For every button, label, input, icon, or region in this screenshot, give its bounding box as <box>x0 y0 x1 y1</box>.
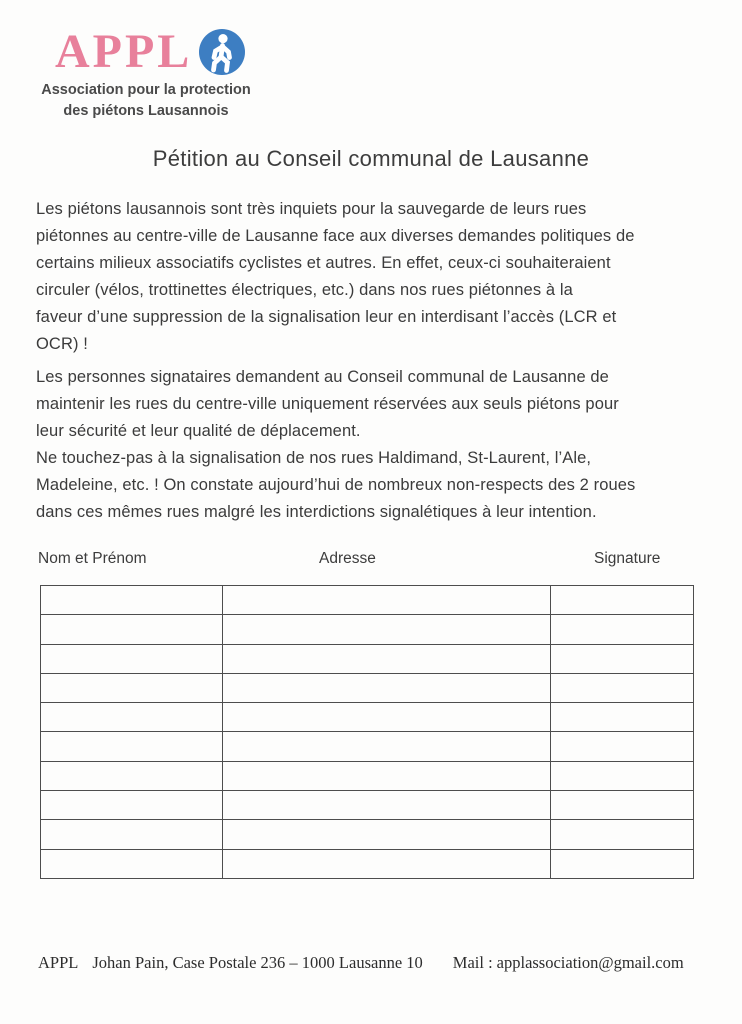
signature-table-body <box>41 586 694 879</box>
cell-adresse <box>223 586 551 615</box>
paragraph-line: leur sécurité et leur qualité de déplacement. <box>36 422 361 440</box>
paragraph-line: Ne touchez-pas à la signalisation de nos rues Haldimand, St-Laurent, l’Ale, <box>36 449 592 467</box>
cell-signature <box>551 732 694 761</box>
cell-adresse <box>223 849 551 878</box>
association-subtitle-line2: des piétons Lausannois <box>63 103 229 119</box>
paragraph-line: piétonnes au centre-ville de Lausanne face aux diverses demandes politiques de <box>36 227 635 245</box>
cell-signature <box>551 615 694 644</box>
signature-row <box>41 820 694 849</box>
cell-adresse <box>223 615 551 644</box>
cell-signature <box>551 761 694 790</box>
header-nom-et-prenom: Nom et Prénom <box>38 550 147 567</box>
cell-nom-et-prenom <box>41 615 223 644</box>
cell-adresse <box>223 761 551 790</box>
signature-row <box>41 849 694 878</box>
footer-contact-line <box>38 953 722 973</box>
paragraph-line: circuler (vélos, trottinettes électriques, etc.) dans nos rues piétonnes à la <box>36 281 573 299</box>
signature-row <box>41 703 694 732</box>
cell-adresse <box>223 732 551 761</box>
signature-row <box>41 673 694 702</box>
cell-signature <box>551 703 694 732</box>
cell-signature <box>551 820 694 849</box>
paragraph-line: faveur d’une suppression de la signalisation leur en interdisant l’accès (LCR et <box>36 308 617 326</box>
paragraph-line: Madeleine, etc. ! On constate aujourd’hui de nombreux non-respects des 2 roues <box>36 476 636 494</box>
cell-signature <box>551 673 694 702</box>
cell-nom-et-prenom <box>41 586 223 615</box>
footer-mail-label: Mail : <box>452 953 493 972</box>
signature-table-headers <box>38 550 698 572</box>
footer-postal-address: Johan Pain, Case Postale 236 – 1000 Lausanne 10 <box>92 953 423 972</box>
signature-table <box>40 585 694 879</box>
cell-signature <box>551 586 694 615</box>
signature-row <box>41 791 694 820</box>
cell-nom-et-prenom <box>41 761 223 790</box>
cell-nom-et-prenom <box>41 732 223 761</box>
cell-signature <box>551 644 694 673</box>
header-adresse: Adresse <box>319 550 376 567</box>
cell-nom-et-prenom <box>41 703 223 732</box>
cell-nom-et-prenom <box>41 820 223 849</box>
cell-nom-et-prenom <box>41 849 223 878</box>
signature-row <box>41 644 694 673</box>
paragraph-line: OCR) ! <box>36 335 88 353</box>
paragraph-line: maintenir les rues du centre-ville uniquement réservées aux seuls piétons pour <box>36 395 619 413</box>
cell-signature <box>551 849 694 878</box>
cell-nom-et-prenom <box>41 791 223 820</box>
paragraph-demands <box>36 364 714 526</box>
cell-adresse <box>223 644 551 673</box>
footer-org: APPL <box>38 953 79 972</box>
cell-adresse <box>223 791 551 820</box>
appl-logo-text: APPL <box>55 25 193 78</box>
header-signature: Signature <box>594 550 661 567</box>
paragraph-concerns <box>36 196 714 358</box>
paragraph-line: dans ces mêmes rues malgré les interdictions signalétiques à leur intention. <box>36 503 597 521</box>
association-subtitle-line1: Association pour la protection <box>41 82 251 98</box>
cell-nom-et-prenom <box>41 673 223 702</box>
footer-email: applassociation@gmail.com <box>496 953 684 972</box>
signature-row <box>41 732 694 761</box>
paragraph-line: Les personnes signataires demandent au Conseil communal de Lausanne de <box>36 368 609 386</box>
page-title: Pétition au Conseil communal de Lausanne <box>152 146 590 171</box>
cell-signature <box>551 791 694 820</box>
signature-row <box>41 586 694 615</box>
cell-nom-et-prenom <box>41 644 223 673</box>
cell-adresse <box>223 673 551 702</box>
association-subtitle <box>40 80 252 122</box>
paragraph-line: Les piétons lausannois sont très inquiets pour la sauvegarde de leurs rues <box>36 200 587 218</box>
appl-logo <box>55 25 246 78</box>
signature-row <box>41 761 694 790</box>
pedestrian-icon <box>198 28 246 76</box>
signature-row <box>41 615 694 644</box>
cell-adresse <box>223 820 551 849</box>
cell-adresse <box>223 703 551 732</box>
paragraph-line: certains milieux associatifs cyclistes et autres. En effet, ceux-ci souhaiteraient <box>36 254 611 272</box>
